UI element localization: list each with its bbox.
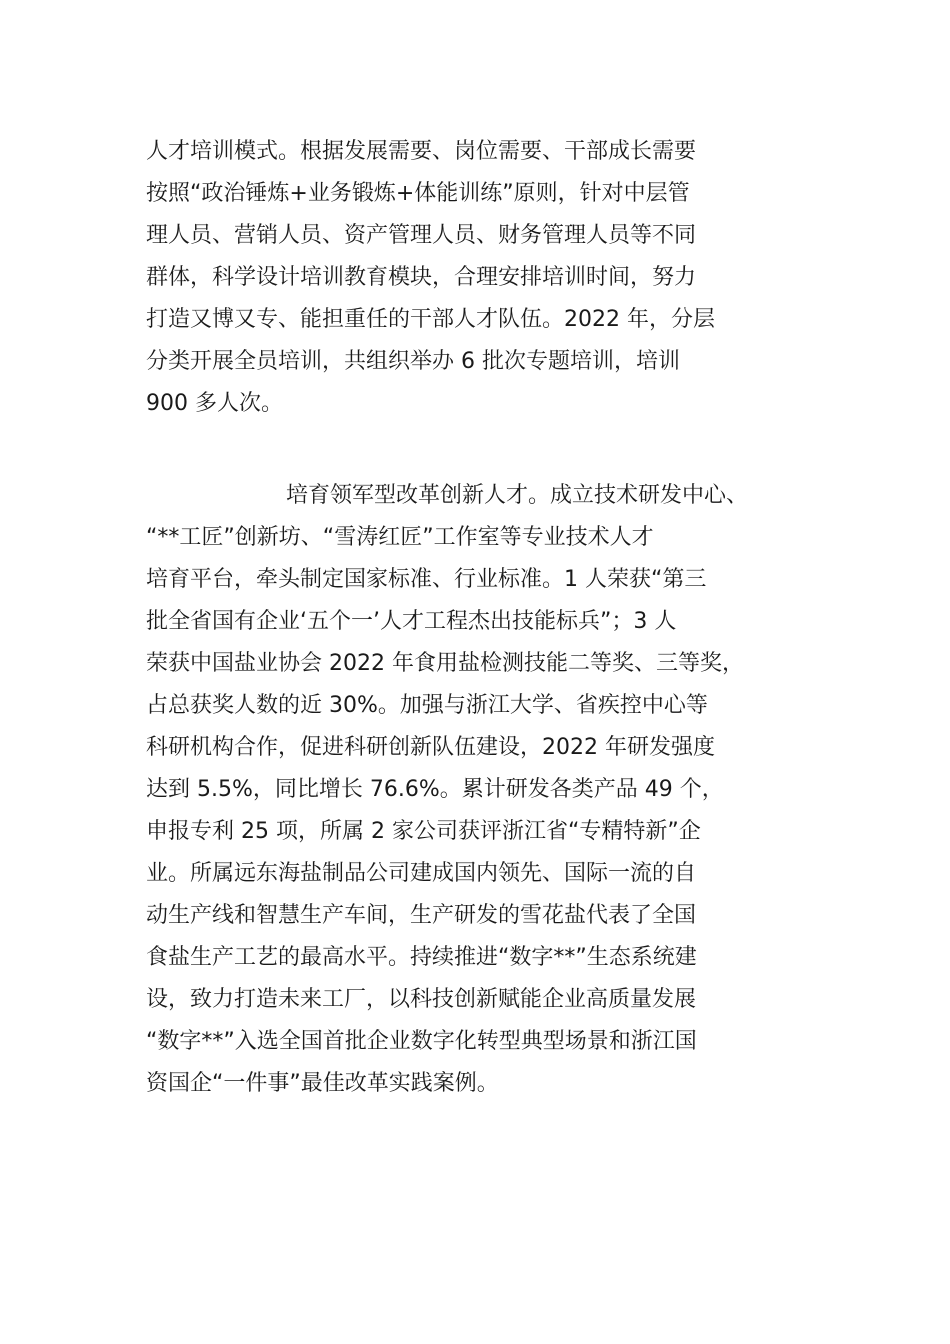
text-line: “**工匠”创新坊、“雪涛红匠”工作室等专业技术人才 xyxy=(146,525,654,550)
text-line: 设，致力打造未来工厂，以科技创新赋能企业高质量发展 xyxy=(146,987,697,1012)
paragraph-innovation-talent xyxy=(146,475,826,1105)
text-line: 人才培训模式。根据发展需要、岗位需要、干部成长需要 xyxy=(146,139,697,164)
text-line: 荣获中国盐业协会 2022 年食用盐检测技能二等奖、三等奖， xyxy=(146,651,744,676)
text-line: 分类开展全员培训，共组织举办 6 批次专题培训，培训 xyxy=(146,349,680,374)
text-line: 打造又博又专、能担重任的干部人才队伍。2022 年，分层 xyxy=(146,307,715,332)
text-line: 批全省国有企业‘五个一’人才工程杰出技能标兵”；3 人 xyxy=(146,609,677,634)
text-line: 900 多人次。 xyxy=(146,391,283,416)
text-line: 群体，科学设计培训教育模块，合理安排培训时间，努力 xyxy=(146,265,697,290)
text-line: 科研机构合作，促进科研创新队伍建设，2022 年研发强度 xyxy=(146,735,715,760)
text-line: 达到 5.5%，同比增长 76.6%。累计研发各类产品 49 个， xyxy=(146,777,724,802)
paragraph-talent-training xyxy=(146,131,826,425)
text-line: 培育平台，牵头制定国家标准、行业标准。1 人荣获“第三 xyxy=(146,567,707,592)
text-line: 资国企“一件事”最佳改革实践案例。 xyxy=(146,1071,499,1096)
paragraph-heading-line: 培育领军型改革创新人才。成立技术研发中心、 xyxy=(286,483,749,508)
text-line: 业。所属远东海盐制品公司建成国内领先、国际一流的自 xyxy=(146,861,697,886)
text-line: 动生产线和智慧生产车间，生产研发的雪花盐代表了全国 xyxy=(146,903,697,928)
text-line: 食盐生产工艺的最高水平。持续推进“数字**”生态系统建 xyxy=(146,945,697,970)
text-line: “数字**”入选全国首批企业数字化转型典型场景和浙江国 xyxy=(146,1029,697,1054)
text-line: 理人员、营销人员、资产管理人员、财务管理人员等不同 xyxy=(146,223,697,248)
text-line: 申报专利 25 项，所属 2 家公司获评浙江省“专精特新”企 xyxy=(146,819,701,844)
text-line: 占总获奖人数的近 30%。加强与浙江大学、省疾控中心等 xyxy=(146,693,708,718)
text-line: 按照“政治锤炼+业务锻炼+体能训练”原则，针对中层管 xyxy=(146,181,690,206)
